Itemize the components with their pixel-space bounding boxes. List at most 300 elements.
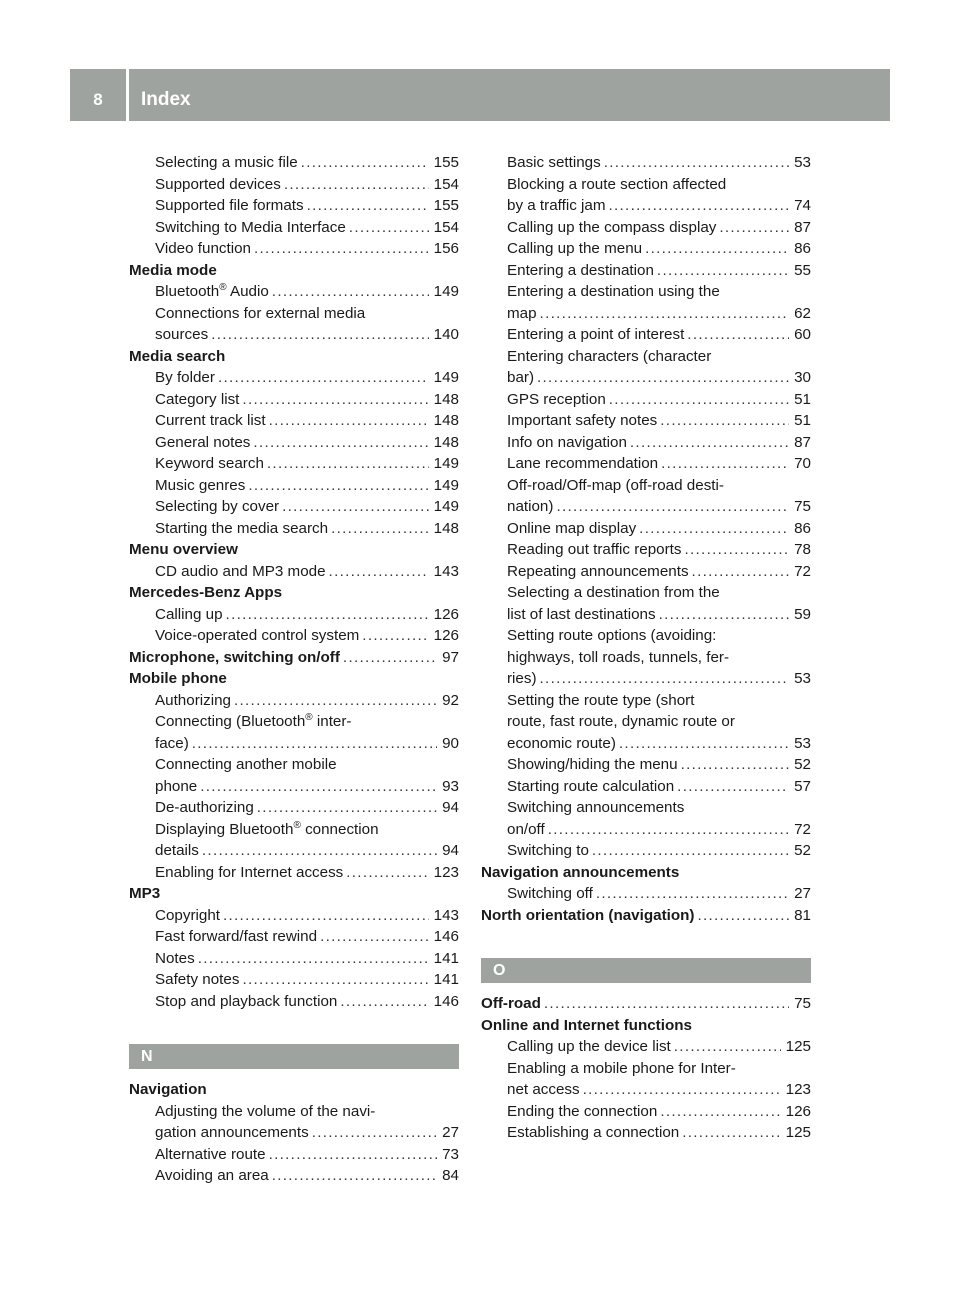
page-reference[interactable]: 155 bbox=[433, 197, 459, 214]
entry-text: Bluetooth® Audio bbox=[155, 282, 269, 300]
page-reference[interactable]: 125 bbox=[785, 1038, 811, 1055]
entry-text: phone bbox=[155, 777, 198, 795]
index-entry bbox=[129, 604, 459, 626]
registered-mark: ® bbox=[305, 712, 313, 723]
index-entry bbox=[481, 238, 811, 260]
entry-text: Current track list bbox=[155, 412, 266, 429]
entry-text: Info on navigation bbox=[507, 433, 627, 451]
index-entry bbox=[129, 926, 459, 948]
index-entry bbox=[129, 324, 459, 346]
index-entry-text bbox=[129, 819, 459, 841]
entry-text: Ending the connection bbox=[507, 1102, 658, 1120]
entry-text: Supported file formats bbox=[155, 197, 304, 214]
entry-text: economic route) bbox=[507, 734, 616, 752]
page-reference[interactable]: 126 bbox=[433, 605, 459, 623]
leader-dots bbox=[312, 1122, 437, 1144]
index-entry bbox=[481, 324, 811, 346]
entry-text: Avoiding an area bbox=[155, 1167, 269, 1184]
index-entry-text bbox=[481, 625, 811, 647]
index-heading: Media search bbox=[129, 347, 226, 365]
page-reference[interactable]: 53 bbox=[794, 670, 811, 687]
leader-dots bbox=[269, 1144, 438, 1166]
index-entry-text bbox=[481, 582, 811, 604]
entry-text: Starting route calculation bbox=[507, 777, 675, 795]
index-entry bbox=[129, 432, 459, 454]
index-entry bbox=[129, 733, 459, 755]
index-heading: Navigation announcements bbox=[481, 863, 680, 881]
index-heading-entry bbox=[129, 647, 459, 669]
leader-dots bbox=[226, 604, 429, 626]
leader-dots bbox=[211, 324, 428, 346]
page-reference[interactable]: 141 bbox=[433, 949, 459, 967]
leader-dots bbox=[320, 926, 429, 948]
page-reference[interactable]: 72 bbox=[794, 562, 811, 580]
leader-dots bbox=[307, 195, 429, 217]
leader-dots bbox=[684, 539, 789, 561]
entry-text: Fast forward/fast rewind bbox=[155, 928, 318, 945]
leader-dots bbox=[329, 561, 429, 583]
entry-text: inter- bbox=[312, 713, 352, 730]
entry-text: list of last destinations bbox=[507, 605, 656, 623]
index-entry bbox=[129, 561, 459, 583]
leader-dots bbox=[340, 991, 428, 1013]
index-entry bbox=[129, 195, 459, 217]
page-reference[interactable]: 149 bbox=[433, 455, 459, 472]
leader-dots bbox=[349, 217, 429, 239]
leader-dots bbox=[234, 690, 437, 712]
page-reference[interactable]: 149 bbox=[433, 369, 459, 386]
page-reference[interactable]: 90 bbox=[442, 734, 459, 752]
entry-text: Adjusting the volume of the navi- bbox=[155, 1102, 376, 1120]
entry-text: General notes bbox=[155, 433, 251, 451]
leader-dots bbox=[544, 993, 789, 1015]
leader-dots bbox=[223, 905, 429, 927]
page-reference[interactable]: 51 bbox=[794, 390, 811, 408]
index-entry bbox=[481, 733, 811, 755]
page-reference[interactable]: 143 bbox=[433, 562, 459, 580]
leader-dots bbox=[661, 453, 789, 475]
leader-dots bbox=[200, 776, 437, 798]
leader-dots bbox=[657, 260, 789, 282]
index-entry bbox=[129, 518, 459, 540]
entry-text: GPS reception bbox=[507, 390, 606, 408]
index-entry bbox=[481, 1036, 811, 1058]
entry-text: Entering a point of interest bbox=[507, 326, 685, 343]
entry-text: Lane recommendation bbox=[507, 455, 659, 472]
leader-dots bbox=[198, 948, 429, 970]
index-heading-entry bbox=[481, 905, 811, 927]
entry-text: North orientation (navigation) bbox=[481, 906, 695, 924]
leader-dots bbox=[272, 281, 429, 303]
leader-dots bbox=[630, 432, 789, 454]
entry-text: details bbox=[155, 842, 199, 859]
page-reference[interactable]: 123 bbox=[785, 1081, 811, 1098]
entry-text: bar) bbox=[507, 369, 535, 386]
index-entry bbox=[481, 367, 811, 389]
entry-text: Music genres bbox=[155, 476, 246, 494]
page-reference[interactable]: 125 bbox=[785, 1124, 811, 1141]
index-heading: Menu overview bbox=[129, 541, 238, 558]
entry-text: highways, toll roads, tunnels, fer- bbox=[507, 648, 730, 666]
index-entry bbox=[129, 690, 459, 712]
page-number: 8 bbox=[93, 90, 103, 109]
entry-text: Establishing a connection bbox=[507, 1124, 680, 1141]
index-entry bbox=[129, 840, 459, 862]
entry-text: Microphone, switching on/off bbox=[129, 648, 340, 666]
index-entry bbox=[129, 625, 459, 647]
section-letter: O bbox=[481, 958, 811, 983]
entry-text: Connecting (Bluetooth bbox=[155, 713, 306, 730]
header-divider bbox=[126, 69, 129, 121]
page-reference[interactable]: 154 bbox=[433, 218, 459, 236]
entry-text: Enabling for Internet access bbox=[155, 863, 344, 881]
entry-text: Calling up the device list bbox=[507, 1038, 671, 1055]
index-entry bbox=[481, 883, 811, 905]
entry-text: De-authorizing bbox=[155, 799, 254, 816]
index-entry bbox=[129, 174, 459, 196]
page-reference[interactable]: 73 bbox=[442, 1145, 459, 1163]
index-column-right bbox=[481, 152, 811, 1144]
index-entry bbox=[481, 432, 811, 454]
index-heading: Media mode bbox=[129, 261, 217, 279]
page-reference[interactable]: 74 bbox=[794, 197, 811, 214]
page-reference[interactable]: 87 bbox=[794, 218, 811, 236]
leader-dots bbox=[272, 1165, 437, 1187]
leader-dots bbox=[282, 496, 429, 518]
leader-dots bbox=[556, 496, 789, 518]
page-reference[interactable]: 86 bbox=[794, 519, 811, 537]
page-reference[interactable]: 30 bbox=[794, 369, 811, 386]
leader-dots bbox=[269, 410, 429, 432]
leader-dots bbox=[346, 862, 428, 884]
page-reference[interactable]: 27 bbox=[442, 1124, 459, 1141]
index-entry bbox=[129, 1144, 459, 1166]
entry-text: Off-road/Off-map (off-road desti- bbox=[507, 476, 724, 494]
leader-dots bbox=[331, 518, 429, 540]
page-title: Index bbox=[141, 89, 191, 110]
index-entry-text bbox=[481, 797, 811, 819]
entry-text: connection bbox=[300, 820, 379, 838]
page-reference[interactable]: 53 bbox=[794, 734, 811, 752]
index-entry-text bbox=[481, 475, 811, 497]
page-reference[interactable]: 149 bbox=[433, 283, 459, 300]
leader-dots bbox=[548, 819, 789, 841]
entry-text: on/off bbox=[507, 820, 545, 838]
index-entry bbox=[129, 1122, 459, 1144]
page-reference[interactable]: 126 bbox=[785, 1102, 811, 1120]
index-entry bbox=[129, 453, 459, 475]
index-heading-entry bbox=[481, 993, 811, 1015]
page-reference[interactable]: 148 bbox=[433, 412, 459, 429]
page-reference[interactable]: 86 bbox=[794, 240, 811, 257]
index-entry bbox=[129, 797, 459, 819]
page-reference[interactable]: 93 bbox=[442, 777, 459, 795]
leader-dots bbox=[687, 324, 789, 346]
leader-dots bbox=[677, 776, 789, 798]
entry-text: Enabling a mobile phone for Inter- bbox=[507, 1059, 736, 1077]
entry-text: by a traffic jam bbox=[507, 197, 606, 214]
registered-mark: ® bbox=[293, 819, 301, 831]
leader-dots bbox=[659, 604, 790, 626]
leader-dots bbox=[248, 475, 428, 497]
entry-text: Calling up the menu bbox=[507, 240, 643, 257]
index-entry bbox=[129, 991, 459, 1013]
entry-text: Setting the route type (short bbox=[507, 691, 695, 709]
entry-text: Keyword search bbox=[155, 455, 264, 472]
index-entry bbox=[481, 217, 811, 239]
page-reference[interactable]: 59 bbox=[794, 605, 811, 623]
index-heading: MP3 bbox=[129, 885, 161, 902]
entry-text: Switching to Media Interface bbox=[155, 218, 346, 236]
index-heading: Online and Internet functions bbox=[481, 1016, 692, 1034]
leader-dots bbox=[604, 152, 789, 174]
leader-dots bbox=[362, 625, 428, 647]
page-reference[interactable]: 143 bbox=[433, 906, 459, 924]
page-reference[interactable]: 154 bbox=[433, 175, 459, 193]
entry-text: Stop and playback function bbox=[155, 992, 338, 1010]
leader-dots bbox=[681, 754, 790, 776]
entry-text: Connecting another mobile bbox=[155, 756, 337, 773]
index-entry bbox=[129, 862, 459, 884]
leader-dots bbox=[674, 1036, 781, 1058]
entry-text: Starting the media search bbox=[155, 519, 329, 537]
entry-text: Selecting by cover bbox=[155, 498, 280, 515]
entry-text: Switching off bbox=[507, 885, 593, 902]
index-entry-text bbox=[481, 1058, 811, 1080]
page-reference[interactable]: 123 bbox=[433, 863, 459, 881]
index-column-left bbox=[129, 152, 459, 1187]
entry-text: map bbox=[507, 304, 537, 322]
entry-text: Switching announcements bbox=[507, 799, 685, 816]
leader-dots bbox=[257, 797, 437, 819]
leader-dots bbox=[719, 217, 789, 239]
entry-text: Calling up bbox=[155, 605, 223, 623]
entry-text: Entering a destination bbox=[507, 261, 654, 279]
page-reference[interactable]: 27 bbox=[794, 885, 811, 902]
entry-text: Switching to bbox=[507, 842, 589, 859]
page-reference[interactable]: 156 bbox=[433, 240, 459, 257]
leader-dots bbox=[267, 453, 429, 475]
page-reference[interactable]: 52 bbox=[794, 842, 811, 859]
index-entry bbox=[129, 367, 459, 389]
entry-text: gation announcements bbox=[155, 1124, 309, 1141]
page-reference[interactable]: 149 bbox=[433, 476, 459, 494]
entry-text: sources bbox=[155, 326, 209, 343]
leader-dots bbox=[218, 367, 429, 389]
index-entry-text bbox=[129, 711, 459, 733]
leader-dots bbox=[645, 238, 789, 260]
index-entry bbox=[481, 195, 811, 217]
page-reference[interactable]: 141 bbox=[433, 971, 459, 988]
index-entry bbox=[481, 152, 811, 174]
index-entry-text bbox=[129, 1101, 459, 1123]
page-reference[interactable]: 97 bbox=[442, 648, 459, 666]
page-reference[interactable]: 148 bbox=[433, 390, 459, 408]
entry-text: face) bbox=[155, 734, 189, 752]
section-letter: N bbox=[129, 1044, 459, 1069]
page-reference[interactable]: 140 bbox=[433, 326, 459, 343]
index-entry bbox=[129, 969, 459, 991]
leader-dots bbox=[301, 152, 429, 174]
index-entry bbox=[129, 496, 459, 518]
leader-dots bbox=[592, 840, 789, 862]
entry-text: Off-road bbox=[481, 995, 541, 1012]
index-entry-text bbox=[481, 346, 811, 368]
index-entry bbox=[481, 303, 811, 325]
leader-dots bbox=[697, 905, 789, 927]
index-entry-text bbox=[481, 647, 811, 669]
entry-text: Entering characters (character bbox=[507, 347, 712, 365]
page-reference[interactable]: 92 bbox=[442, 691, 459, 709]
entry-text: Selecting a music file bbox=[155, 154, 298, 171]
index-entry-text bbox=[481, 690, 811, 712]
entry-text: Safety notes bbox=[155, 971, 240, 988]
index-entry bbox=[129, 1165, 459, 1187]
index-entry bbox=[481, 776, 811, 798]
index-entry bbox=[129, 217, 459, 239]
page-header bbox=[70, 69, 890, 121]
index-entry bbox=[129, 475, 459, 497]
index-entry bbox=[481, 518, 811, 540]
page-reference[interactable]: 87 bbox=[794, 433, 811, 451]
page-reference[interactable]: 148 bbox=[433, 519, 459, 537]
leader-dots bbox=[242, 969, 428, 991]
index-entry-text bbox=[481, 281, 811, 303]
index-entry bbox=[481, 539, 811, 561]
index-entry bbox=[129, 281, 459, 303]
entry-text: Authorizing bbox=[155, 691, 231, 709]
index-entry bbox=[129, 410, 459, 432]
page-reference[interactable]: 94 bbox=[442, 799, 459, 816]
leader-dots bbox=[682, 1122, 780, 1144]
leader-dots bbox=[639, 518, 789, 540]
entry-text: Displaying Bluetooth bbox=[155, 820, 294, 838]
entry-text: Repeating announcements bbox=[507, 562, 689, 580]
index-entry bbox=[481, 410, 811, 432]
entry-text: Reading out traffic reports bbox=[507, 541, 682, 558]
page-reference[interactable]: 60 bbox=[794, 326, 811, 343]
entry-text: ries) bbox=[507, 670, 537, 687]
index-heading: Navigation bbox=[129, 1081, 207, 1098]
entry-text: nation) bbox=[507, 498, 554, 515]
leader-dots bbox=[537, 367, 789, 389]
page-reference[interactable]: 146 bbox=[433, 928, 459, 945]
page-reference[interactable]: 55 bbox=[794, 261, 811, 279]
index-entry bbox=[481, 453, 811, 475]
leader-dots bbox=[343, 647, 437, 669]
leader-dots bbox=[254, 238, 429, 260]
page-reference[interactable]: 84 bbox=[442, 1167, 459, 1184]
leader-dots bbox=[540, 668, 790, 690]
page-reference[interactable]: 75 bbox=[794, 995, 811, 1012]
index-entry bbox=[481, 604, 811, 626]
entry-text: Alternative route bbox=[155, 1145, 266, 1163]
entry-text: Setting route options (avoiding: bbox=[507, 627, 717, 644]
page-reference[interactable]: 70 bbox=[794, 455, 811, 472]
page-reference[interactable]: 53 bbox=[794, 154, 811, 171]
leader-dots bbox=[608, 195, 789, 217]
entry-text: Copyright bbox=[155, 906, 220, 924]
page-reference[interactable]: 57 bbox=[794, 777, 811, 795]
entry-text: Voice-operated control system bbox=[155, 627, 360, 644]
entry-text: Online map display bbox=[507, 519, 637, 537]
page-reference[interactable]: 62 bbox=[794, 304, 811, 322]
registered-mark: ® bbox=[219, 282, 227, 293]
index-entry bbox=[129, 948, 459, 970]
index-entry bbox=[481, 754, 811, 776]
entry-text: By folder bbox=[155, 369, 215, 386]
entry-text: Important safety notes bbox=[507, 412, 658, 429]
leader-dots bbox=[583, 1079, 781, 1101]
page-reference[interactable]: 94 bbox=[442, 842, 459, 859]
page-reference[interactable]: 148 bbox=[433, 433, 459, 451]
index-entry bbox=[481, 840, 811, 862]
index-entry bbox=[481, 1079, 811, 1101]
leader-dots bbox=[202, 840, 437, 862]
index-entry bbox=[481, 260, 811, 282]
index-entry bbox=[481, 496, 811, 518]
leader-dots bbox=[660, 1101, 780, 1123]
index-entry bbox=[481, 819, 811, 841]
entry-text: Selecting a destination from the bbox=[507, 584, 720, 601]
entry-text: route, fast route, dynamic route or bbox=[507, 713, 735, 730]
index-heading: Mobile phone bbox=[129, 670, 227, 687]
page-reference[interactable]: 126 bbox=[433, 627, 459, 644]
entry-text: net access bbox=[507, 1081, 580, 1098]
leader-dots bbox=[692, 561, 790, 583]
index-entry bbox=[481, 389, 811, 411]
page-reference[interactable]: 72 bbox=[794, 820, 811, 838]
leader-dots bbox=[242, 389, 428, 411]
entry-text: Supported devices bbox=[155, 175, 281, 193]
index-entry bbox=[129, 152, 459, 174]
entry-text: CD audio and MP3 mode bbox=[155, 562, 326, 580]
index-entry bbox=[129, 905, 459, 927]
leader-dots bbox=[596, 883, 789, 905]
entry-text: Showing/hiding the menu bbox=[507, 756, 678, 773]
leader-dots bbox=[540, 303, 790, 325]
page-reference[interactable]: 149 bbox=[433, 498, 459, 515]
index-entry bbox=[129, 238, 459, 260]
index-heading: Mercedes-Benz Apps bbox=[129, 584, 283, 601]
page-reference[interactable]: 75 bbox=[794, 498, 811, 515]
page-reference[interactable]: 51 bbox=[794, 412, 811, 429]
index-entry bbox=[481, 668, 811, 690]
leader-dots bbox=[192, 733, 437, 755]
index-entry-text bbox=[129, 303, 459, 325]
index-entry bbox=[481, 1101, 811, 1123]
page-reference[interactable]: 81 bbox=[794, 906, 811, 924]
index-entry bbox=[129, 776, 459, 798]
page-reference[interactable]: 52 bbox=[794, 756, 811, 773]
index-entry bbox=[481, 561, 811, 583]
page-reference[interactable]: 155 bbox=[433, 154, 459, 171]
index-entry-text bbox=[129, 754, 459, 776]
index-entry-text bbox=[481, 174, 811, 196]
entry-text: Blocking a route section affected bbox=[507, 175, 727, 193]
entry-text: Notes bbox=[155, 949, 195, 967]
leader-dots bbox=[253, 432, 428, 454]
index-entry bbox=[481, 1122, 811, 1144]
entry-text: Video function bbox=[155, 240, 251, 257]
leader-dots bbox=[619, 733, 789, 755]
leader-dots bbox=[609, 389, 789, 411]
entry-text: Category list bbox=[155, 390, 240, 408]
page-reference[interactable]: 146 bbox=[433, 992, 459, 1010]
entry-text: Entering a destination using the bbox=[507, 283, 720, 300]
page-reference[interactable]: 78 bbox=[794, 541, 811, 558]
index-entry bbox=[129, 389, 459, 411]
